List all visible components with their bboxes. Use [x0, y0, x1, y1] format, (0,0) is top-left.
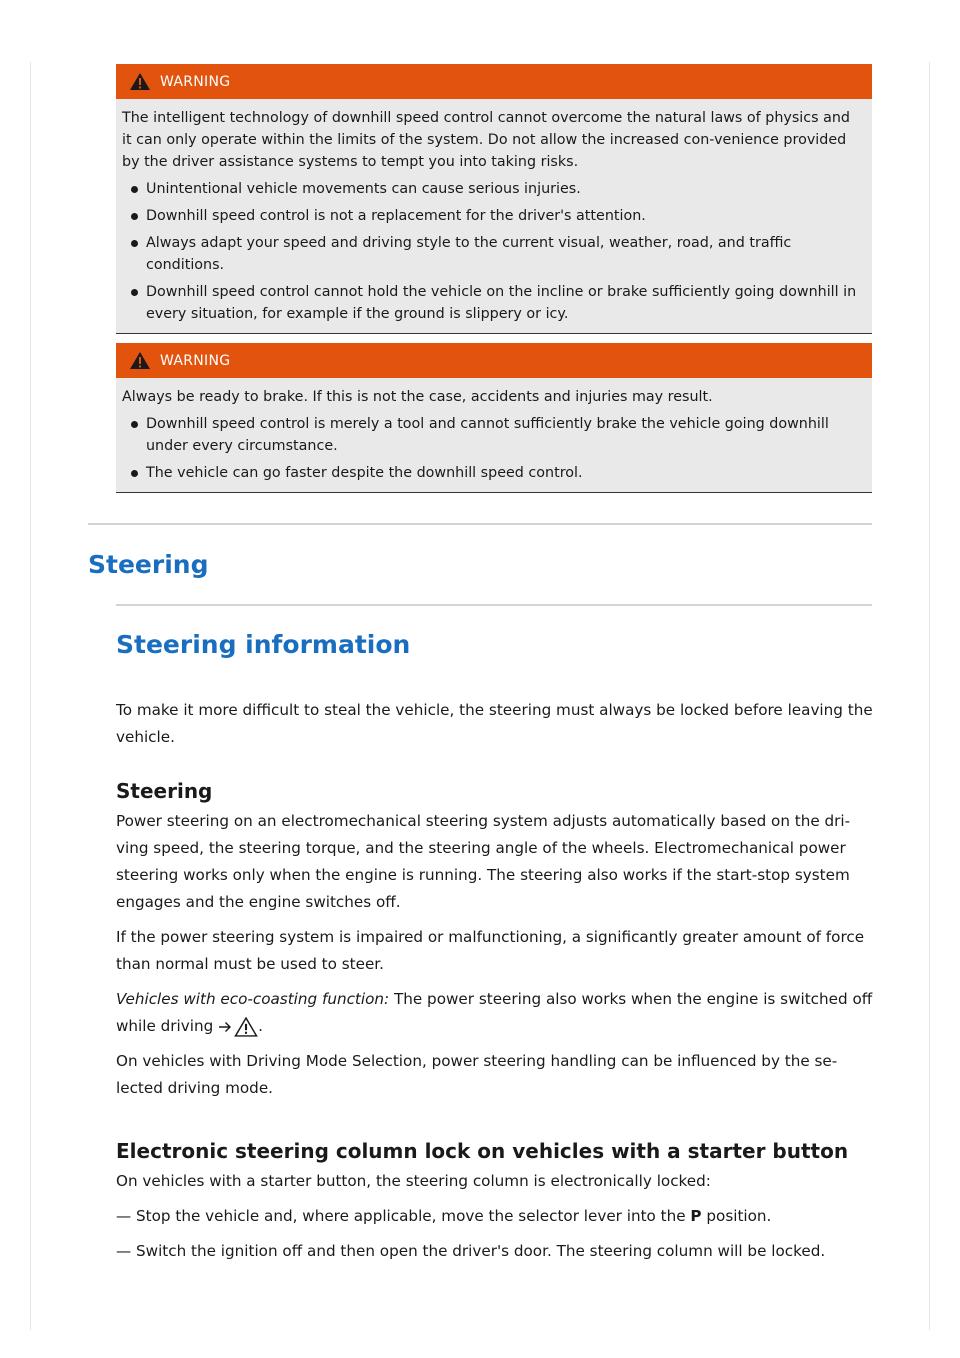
warning-reference-link[interactable]: [218, 1017, 258, 1037]
warning-box-brake-ready: [116, 343, 872, 493]
step-1-text: — Stop the vehicle and, where applicable, move the selector lever into the: [116, 1207, 691, 1225]
sentence-end: .: [258, 1017, 263, 1035]
steering-lock-section: [116, 1138, 876, 1265]
warning-label: WARNING: [160, 73, 231, 90]
steering-paragraph-3: [116, 986, 876, 1040]
warning-header: [116, 64, 872, 99]
steering-lock-heading: Electronic steering column lock on vehicles with a starter button: [116, 1139, 849, 1163]
warning-bullet: Always adapt your speed and driving style to the current visual, weather, road, and traffic conditions.: [122, 232, 860, 276]
steering-heading: Steering: [116, 779, 213, 803]
arrow-right-icon: [218, 1021, 232, 1033]
warning-bullet: Downhill speed control is merely a tool and cannot sufficiently brake the vehicle going downhill under every circumstance.: [122, 413, 860, 457]
steering-paragraph-2: If the power steering system is impaired or malfunctioning, a significantly greater amount of force than normal must be used to steer.: [116, 928, 865, 973]
section-title: Steering: [88, 550, 209, 579]
eco-coasting-text: The power steering also works when the engine is switched off while driving: [116, 990, 873, 1035]
warning-body: [116, 378, 872, 492]
steering-paragraph-4: On vehicles with Driving Mode Selection, power steering handling can be influenced by the se-lected driving mode.: [116, 1052, 838, 1097]
subsection-title: Steering information: [116, 630, 411, 659]
warning-bullet-list: [122, 178, 860, 325]
warning-bullet: Downhill speed control cannot hold the vehicle on the incline or brake sufficiently going downhill in every situation, for example if the ground is slippery or icy.: [122, 281, 860, 325]
warning-bullet: Unintentional vehicle movements can cause serious injuries.: [122, 178, 860, 200]
steering-section: [116, 778, 876, 1102]
instruction-step-2: — Switch the ignition off and then open the driver's door. The steering column will be locked.: [116, 1242, 826, 1260]
page-margin-left: [30, 62, 31, 1330]
warning-triangle-icon: [129, 351, 151, 370]
intro-paragraph: To make it more difficult to steal the vehicle, the steering must always be locked before leaving the vehicle.: [116, 701, 873, 746]
warning-triangle-icon: [234, 1017, 258, 1037]
step-1-suffix: position.: [701, 1207, 772, 1225]
warning-intro: The intelligent technology of downhill speed control cannot overcome the natural laws of physics and it can only operate within the limits of the system. Do not allow the increased con-venience provided by the driver assistance systems to tempt you into taking risks.: [122, 110, 851, 170]
warning-header: [116, 343, 872, 378]
subsection-divider: [116, 604, 872, 606]
warning-bullet: The vehicle can go faster despite the downhill speed control.: [122, 462, 860, 484]
park-position-label: P: [690, 1207, 702, 1225]
warning-box-downhill-control: [116, 64, 872, 334]
warning-triangle-icon: [129, 72, 151, 91]
page-margin-right: [929, 62, 930, 1330]
warning-intro: Always be ready to brake. If this is not the case, accidents and injuries may result.: [122, 389, 713, 405]
eco-coasting-label: Vehicles with eco-coasting function:: [116, 990, 390, 1008]
steering-lock-paragraph: On vehicles with a starter button, the steering column is electronically locked:: [116, 1172, 711, 1190]
section-divider: [88, 523, 872, 525]
warning-bullet-list: [122, 413, 860, 484]
steering-paragraph-1: Power steering on an electromechanical steering system adjusts automatically based on the dri-ving speed, the steering torque, and the steering angle of the wheels. Electromechanical power steering works only when the engine is running. The steering also works if the start-stop system engages and the engine switches off.: [116, 812, 851, 911]
warning-body: [116, 99, 872, 333]
intro-paragraph-block: [116, 697, 876, 751]
warning-bullet: Downhill speed control is not a replacement for the driver's attention.: [122, 205, 860, 227]
warning-label: WARNING: [160, 352, 231, 369]
instruction-step-1: [116, 1203, 876, 1230]
